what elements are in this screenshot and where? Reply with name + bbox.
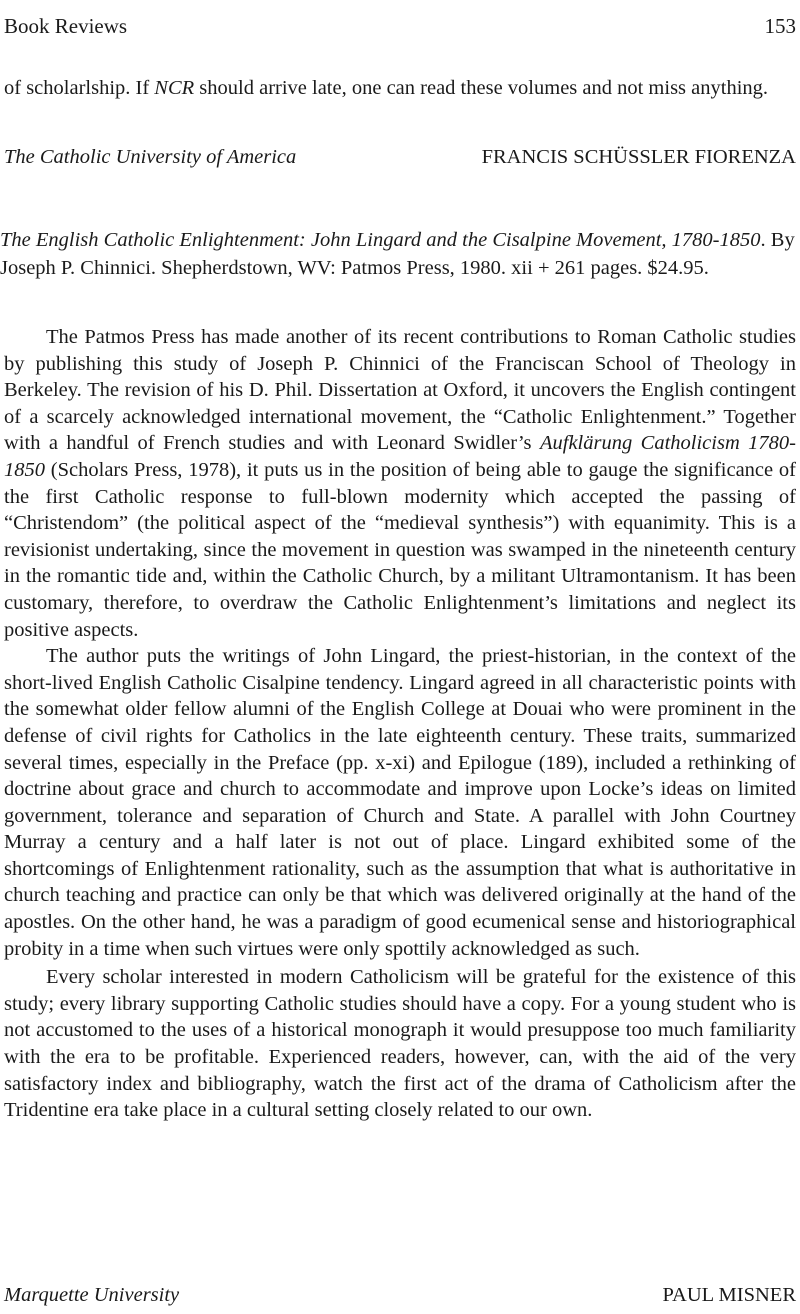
closing-text-start: of scholarlship. If — [4, 77, 155, 99]
previous-review-closing — [4, 74, 796, 102]
reviewer-name: PAUL MISNER — [662, 1284, 796, 1306]
reviewer-name: FRANCIS SCHÜSSLER FIORENZA — [481, 146, 796, 168]
review-body — [4, 324, 796, 1124]
review-paragraph-1 — [4, 324, 796, 643]
page-number: 153 — [764, 14, 796, 38]
reviewer-affiliation: Marquette University — [4, 1284, 180, 1306]
closing-text-end: should arrive late, one can read these volumes and not miss anything. — [194, 77, 769, 99]
closing-journal-abbrev: NCR — [154, 77, 195, 99]
previous-review-signature — [4, 146, 796, 169]
paragraph-1-text-end: (Scholars Press, 1978), it puts us in the position of being able to gauge the significance of the first Catholic response to full-blown modernity which accepted the passing of “Christendom” (the political aspect of the “medieval synthesis”) with equanimity. This is a revisionist undertaking, since the movement in question was swamped in the nineteenth century in the romantic tide and, within the Catholic Church, by a militant Ultramontanism. It has been customary, therefore, to overdraw the Catholic Enlightenment’s limitations and neglect its positive aspects. — [4, 458, 796, 641]
running-header — [4, 14, 796, 48]
book-citation — [0, 226, 796, 282]
book-title: The English Catholic Enlightenment: John Lingard and the Cisalpine Movement, 1780-1850 — [0, 229, 761, 251]
cited-book-title: Aufklärung Catholicism 1780-1850 — [4, 432, 796, 481]
review-paragraph-2: The author puts the writings of John Lingard, the priest-historian, in the context of the short-lived English Catholic Cisalpine tendency. Lingard agreed in all characteristic points with the somewhat older fellow alumni of the English College at Douai who were prominent in the defense of civil rights for Catholics in the late eighteenth century. These traits, summarized several times, especially in the Preface (pp. x-xi) and Epilogue (189), included a rethinking of doctrine about grace and church to accommodate and improve upon Locke’s ideas on limited government, tolerance and separation of Church and State. A parallel with John Courtney Murray a century and a half later is not out of place. Lingard exhibited some of the shortcomings of Enlightenment rationality, such as the assumption that what is authoritative in church teaching and practice can only be that which was delivered originally at the hand of the apostles. On the other hand, he was a paradigm of good ecumenical sense and historiographical probity in a time when such virtues were only spottily acknowledged as such. — [4, 645, 796, 960]
section-title: Book Reviews — [4, 14, 128, 38]
paragraph-1-text-start: The Patmos Press has made another of its recent contributions to Roman Catholic studies by publishing this study of Joseph P. Chinnici of the Franciscan School of Theology in Berkeley. The revision of his D. Phil. Dissertation at Oxford, it uncovers the English contingent of a scarcely acknowledged international movement, the “Catholic Enlightenment.” Together with a handful of French studies and with Leonard Swidler’s — [4, 326, 796, 455]
review-paragraph-3: Every scholar interested in modern Catholicism will be grateful for the existence of this study; every library supporting Catholic studies should have a copy. For a young student who is not accustomed to the uses of a historical monograph it would presuppose too much familiarity with the era to be profitable. Experienced readers, however, can, with the aid of the very satisfactory index and bibliography, watch the first act of the drama of Catholicism after the Tridentine era take place in a cultural setting closely related to our own. — [4, 966, 796, 1122]
reviewer-affiliation: The Catholic University of America — [4, 146, 297, 168]
book-details: . By Joseph P. Chinnici. Shepherdstown, WV: Patmos Press, 1980. xii + 261 pages. $24.95. — [0, 229, 795, 279]
review-signature — [4, 1284, 796, 1307]
